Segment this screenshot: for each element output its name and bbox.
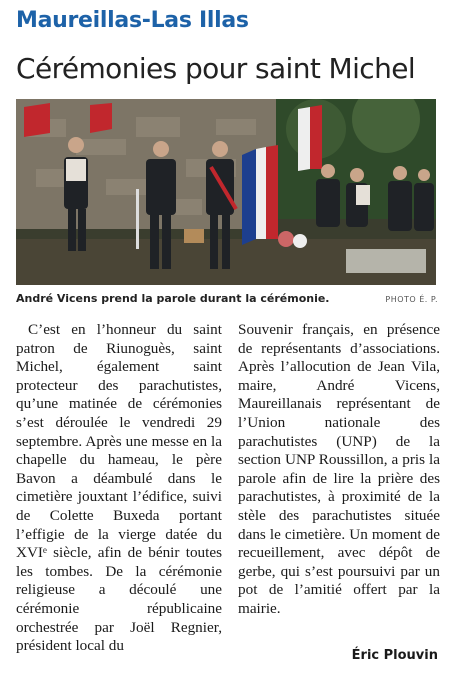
column-1-text: C’est en l’honneur du saint patron de Riunoguès, saint Michel, également saint protecteur des parachutistes, qu’une matinée de cérémonies s’est déroulée le vendredi 29 septembre. Après une messe en la chapelle du hameau, le père Bavon a déambulé dans le cimetière jouxtant l’édifice, suivi de Colette Buxeda portant l’effigie de la vierge datée du XVIᵉ siècle, afin de bénir toutes les tombes. De la cérémonie religieuse a découlé une cérémonie républicaine orchestrée par Joël Regnier, président local du <box>16 321 222 655</box>
author-signature: Éric Plouvin <box>351 648 438 663</box>
article-column-2 <box>238 321 440 619</box>
caption-text: André Vicens prend la parole durant la cérémonie. <box>16 292 330 305</box>
article-headline: Cérémonies pour saint Michel <box>16 52 416 85</box>
article-kicker: Maureillas-Las Illas <box>16 8 249 33</box>
article-photo <box>16 99 436 285</box>
photo-credit: PHOTO É. P. <box>385 295 438 304</box>
column-2-text: Souvenir français, en présence de représentants d’associations. Après l’allocution de Jean Vila, maire, André Vicens, Maureillanais représentant de l’Union nationale des parachutistes (UNP) de la section UNP Roussillon, a pris la parole afin de lire la prière des parachutistes, à proximité de la stèle des parachutistes située dans le cimetière. Un moment de recueillement, avec dépôt de gerbe, qui s’est poursuivi par un pot de l’amitié offert par la mairie. <box>238 321 440 617</box>
photo-caption <box>16 292 438 305</box>
article-column-1 <box>16 321 222 656</box>
ceremony-photo-illustration <box>16 99 436 285</box>
